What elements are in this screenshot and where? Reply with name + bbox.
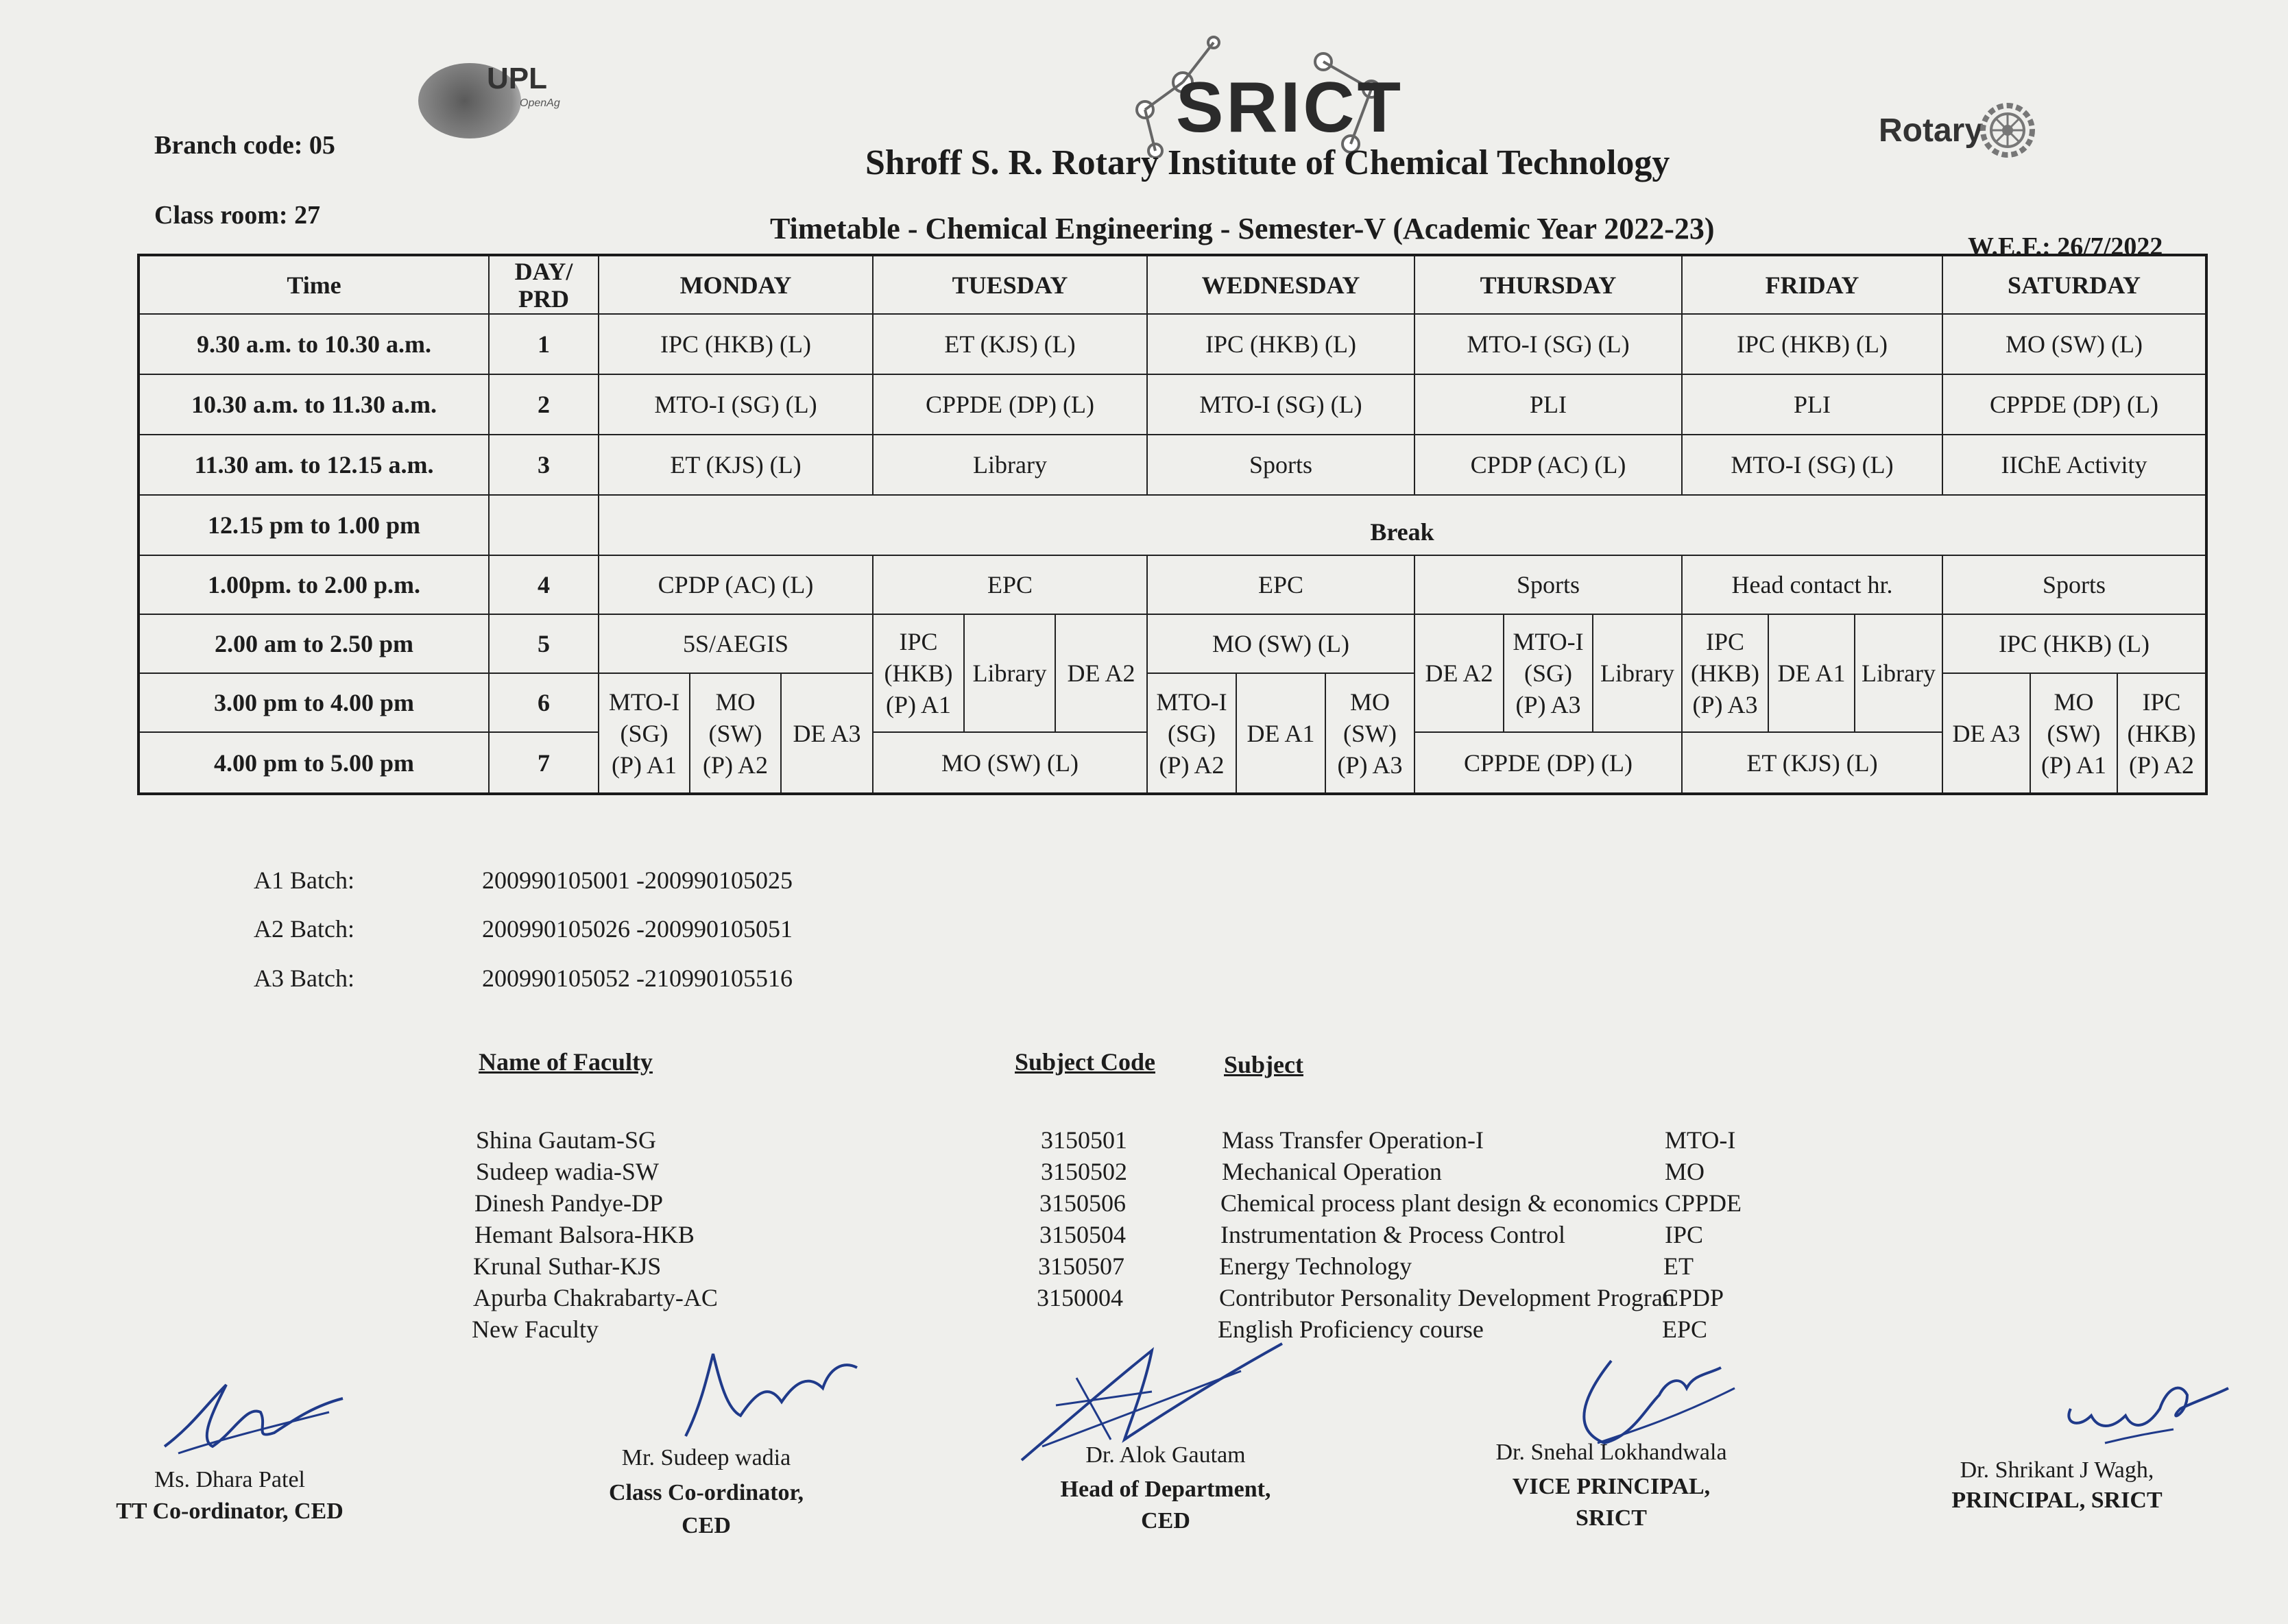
class-cell: MO (SW) (L) [1943, 315, 2205, 375]
class-cell: Sports [1415, 556, 1683, 615]
time-slot: 9.30 a.m. to 10.30 a.m. [140, 315, 490, 375]
time-slot: 11.30 am. to 12.15 a.m. [140, 435, 490, 496]
rotary-wheel-icon [1978, 101, 2037, 160]
upl-logo-subtext: OpenAg [520, 97, 560, 109]
header-day-prd: DAY/ PRD [490, 256, 599, 315]
class-cell: PLI [1415, 375, 1683, 435]
signature-shrikant-wagh [2050, 1368, 2235, 1470]
subject-code: 3150507 [1038, 1252, 1124, 1280]
time-slot: 1.00pm. to 2.00 p.m. [140, 556, 490, 615]
lab-cell: DE A3 [1943, 674, 2031, 792]
class-cell: MTO-I (SG) (L) [1683, 435, 1943, 496]
subject-abbr: ET [1663, 1252, 1694, 1280]
time-slot: 12.15 pm to 1.00 pm [140, 496, 490, 556]
class-cell: MO (SW) (L) [874, 733, 1148, 792]
header-time: Time [140, 256, 490, 315]
subject-name: English Proficiency course [1218, 1316, 1484, 1343]
class-cell: ET (KJS) (L) [599, 435, 874, 496]
subject-code: 3150004 [1037, 1284, 1123, 1311]
period-number: 3 [490, 435, 599, 496]
branch-code: Branch code: 05 [154, 131, 335, 160]
class-cell: CPDP (AC) (L) [1415, 435, 1683, 496]
subject-abbr: EPC [1662, 1316, 1708, 1343]
signatory-name: Ms. Dhara Patel [154, 1467, 305, 1492]
class-cell: CPPDE (DP) (L) [1415, 733, 1683, 792]
signatory-name: Dr. Shrikant J Wagh, [1960, 1457, 2154, 1483]
period-number: 5 [490, 615, 599, 674]
batch-range: 200990105026 -200990105051 [482, 915, 793, 943]
period-number: 4 [490, 556, 599, 615]
rotary-logo-text: Rotary [1879, 112, 1984, 149]
faculty-heading-subject: Subject [1224, 1051, 1303, 1078]
signatory-role: Class Co-ordinator, CED [609, 1480, 804, 1538]
period-number: 1 [490, 315, 599, 375]
class-cell: IPC (HKB) (L) [599, 315, 874, 375]
lab-cell: MO (SW) (P) A3 [1326, 674, 1415, 792]
lab-cell: IPC (HKB) (P) A3 [1683, 615, 1769, 733]
period-number: 6 [490, 674, 599, 733]
time-slot: 3.00 pm to 4.00 pm [140, 674, 490, 733]
lab-cell: DE A2 [1415, 615, 1504, 733]
subject-abbr: MO [1665, 1158, 1705, 1185]
srict-logo-text: SRICT [1176, 68, 1404, 147]
subject-name: Mechanical Operation [1222, 1158, 1442, 1185]
signature-dhara-patel [151, 1364, 357, 1467]
header-tuesday: TUESDAY [874, 256, 1148, 315]
subject-code: 3150504 [1039, 1221, 1126, 1248]
lab-cell: DE A3 [782, 674, 874, 792]
wef-date: W.E.F.: 26/7/2022 [1968, 232, 2163, 261]
rotary-logo [1872, 99, 2050, 168]
batch-range: 200990105052 -210990105516 [482, 965, 793, 992]
upl-logo-text: UPL [487, 62, 547, 95]
class-cell: EPC [1148, 556, 1415, 615]
class-cell: Head contact hr. [1683, 556, 1943, 615]
subject-abbr: CPDP [1662, 1284, 1724, 1311]
subject-abbr: IPC [1665, 1221, 1704, 1248]
subject-abbr: CPPDE [1665, 1189, 1742, 1217]
time-slot: 10.30 a.m. to 11.30 a.m. [140, 375, 490, 435]
subject-code: 3150502 [1041, 1158, 1127, 1185]
faculty-name: Hemant Balsora-HKB [474, 1221, 695, 1248]
faculty-heading-code: Subject Code [1015, 1048, 1155, 1076]
lab-cell: IPC (HKB) (P) A2 [2127, 688, 2196, 779]
class-cell: PLI [1683, 375, 1943, 435]
class-cell: IIChE Activity [1943, 435, 2205, 496]
class-cell: IPC (HKB) (L) [1148, 315, 1415, 375]
batch-label: A2 Batch: [254, 915, 354, 943]
subject-code: 3150506 [1039, 1189, 1126, 1217]
faculty-name: Dinesh Pandye-DP [474, 1189, 663, 1217]
class-cell: MTO-I (SG) (L) [1148, 375, 1415, 435]
class-cell: Sports [1148, 435, 1415, 496]
lab-cell: MO (SW) (P) A2 [690, 674, 782, 792]
subject-name: Mass Transfer Operation-I [1222, 1126, 1484, 1154]
faculty-name: Shina Gautam-SG [476, 1126, 656, 1154]
class-cell: CPPDE (DP) (L) [1943, 375, 2205, 435]
signatory-role: Head of Department, CED [1060, 1477, 1271, 1534]
batch-label: A3 Batch: [254, 965, 354, 992]
period-number: 2 [490, 375, 599, 435]
lab-cell: MTO-I (SG) (P) A1 [599, 674, 690, 792]
lab-cell: DE A1 [1237, 674, 1326, 792]
faculty-heading-name: Name of Faculty [479, 1048, 653, 1076]
lab-cell: IPC (HKB) (P) A1 [874, 615, 965, 733]
lab-cell: Library [1593, 615, 1683, 733]
lab-cell: DE A1 [1769, 615, 1855, 733]
class-cell: CPPDE (DP) (L) [874, 375, 1148, 435]
header-wednesday: WEDNESDAY [1148, 256, 1415, 315]
lab-cell: MTO-I (SG) (P) A2 [1148, 674, 1237, 792]
signatory-role: VICE PRINCIPAL, SRICT [1512, 1474, 1711, 1531]
batch-range: 200990105001 -200990105025 [482, 866, 793, 894]
lab-cell: DE A2 [1056, 615, 1148, 733]
signatory-name: Dr. Alok Gautam [1085, 1442, 1246, 1468]
header-thursday: THURSDAY [1415, 256, 1683, 315]
break-row: Break [599, 496, 2205, 556]
batch-label: A1 Batch: [254, 866, 354, 894]
period-number [490, 496, 599, 556]
class-cell: ET (KJS) (L) [874, 315, 1148, 375]
timetable-grid [137, 254, 2208, 795]
timetable-title: Timetable - Chemical Engineering - Semester-V (Academic Year 2022-23) [770, 212, 1715, 245]
upl-logo [398, 49, 576, 145]
subject-name: Instrumentation & Process Control [1220, 1221, 1565, 1248]
header-saturday: SATURDAY [1943, 256, 2205, 315]
class-cell: IPC (HKB) (L) [1943, 615, 2205, 674]
class-cell: ET (KJS) (L) [1683, 733, 1943, 792]
lab-cell: Library [965, 615, 1056, 733]
faculty-name: New Faculty [472, 1316, 599, 1343]
time-slot: 4.00 pm to 5.00 pm [140, 733, 490, 792]
signature-sudeep-wadia [658, 1340, 864, 1443]
class-cell: 5S/AEGIS [599, 615, 874, 674]
subject-abbr: MTO-I [1665, 1126, 1736, 1154]
subject-name: Contributor Personality Development Progran [1219, 1284, 1675, 1311]
class-cell: CPDP (AC) (L) [599, 556, 874, 615]
lab-cell: MO (SW) (P) A1 [2031, 674, 2118, 792]
class-cell: MTO-I (SG) (L) [599, 375, 874, 435]
signatory-role: PRINCIPAL, SRICT [1951, 1488, 2163, 1513]
subject-code: 3150501 [1041, 1126, 1127, 1154]
faculty-name: Apurba Chakrabarty-AC [473, 1284, 718, 1311]
class-cell: Sports [1943, 556, 2205, 615]
lab-cell: MTO-I (SG) (P) A3 [1504, 615, 1593, 733]
srict-logo [1097, 34, 1404, 158]
time-slot: 2.00 am to 2.50 pm [140, 615, 490, 674]
subject-name: Chemical process plant design & economics [1220, 1189, 1659, 1217]
header-friday: FRIDAY [1683, 256, 1943, 315]
class-cell: IPC (HKB) (L) [1683, 315, 1943, 375]
subject-name: Energy Technology [1219, 1252, 1412, 1280]
lab-cell: Library [1855, 615, 1943, 733]
header-monday: MONDAY [599, 256, 874, 315]
class-cell: Library [874, 435, 1148, 496]
signatory-name: Dr. Snehal Lokhandwala [1495, 1440, 1727, 1465]
class-cell: MO (SW) (L) [1148, 615, 1415, 674]
class-room: Class room: 27 [154, 201, 321, 230]
class-cell: EPC [874, 556, 1148, 615]
signatory-name: Mr. Sudeep wadia [621, 1445, 791, 1470]
faculty-name: Krunal Suthar-KJS [473, 1252, 662, 1280]
faculty-name: Sudeep wadia-SW [476, 1158, 659, 1185]
institute-name: Shroff S. R. Rotary Institute of Chemical Technology [865, 143, 1670, 182]
period-number: 7 [490, 733, 599, 792]
signatory-role: TT Co-ordinator, CED [116, 1499, 344, 1524]
class-cell: MTO-I (SG) (L) [1415, 315, 1683, 375]
